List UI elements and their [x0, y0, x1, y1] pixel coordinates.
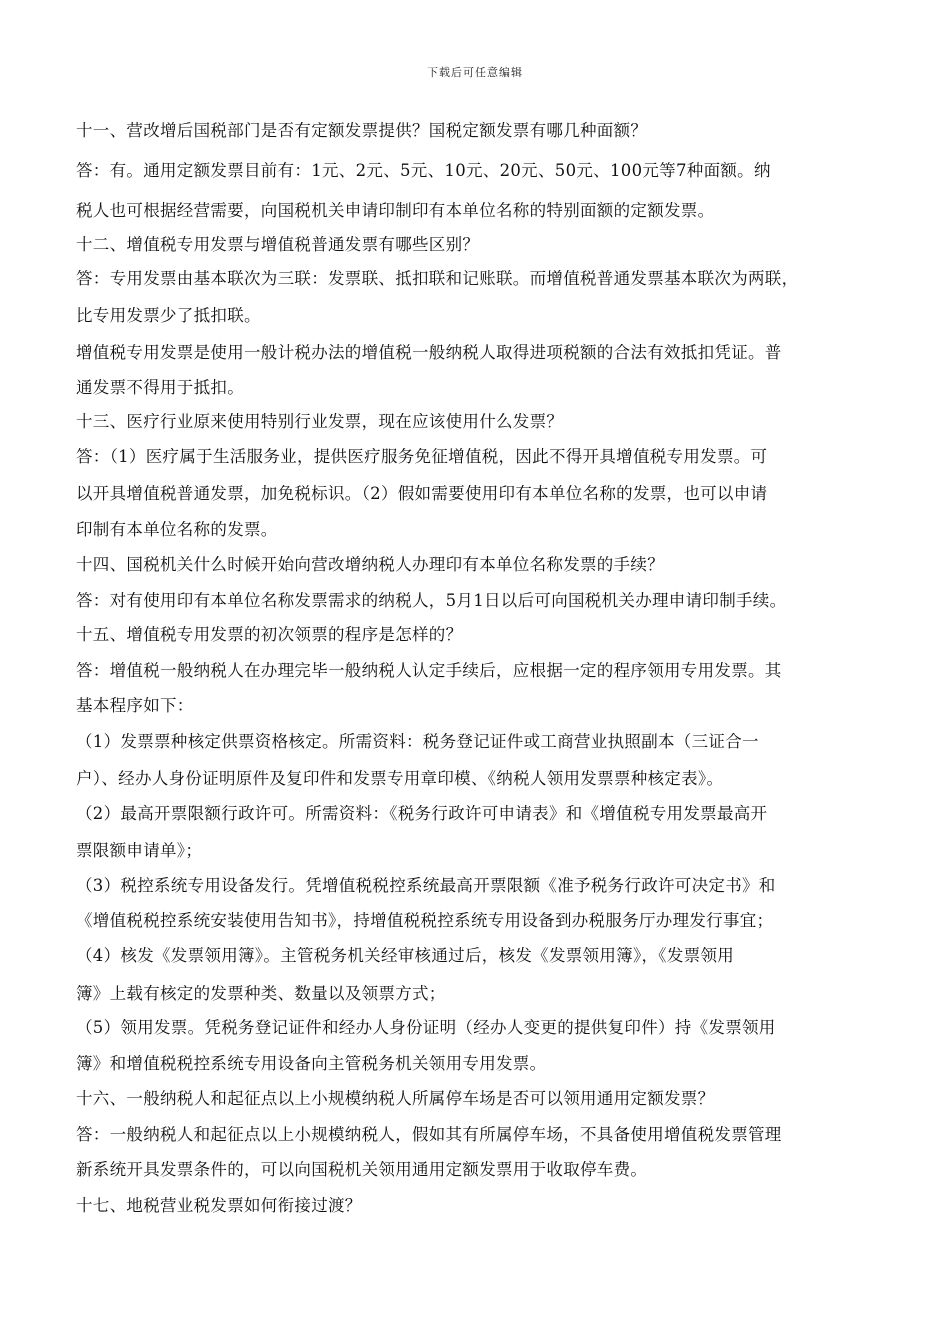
step-5-line-1: （5）领用发票。凭税务登记证件和经办人身份证明（经办人变更的提供复印件）持《发票领用	[76, 1018, 776, 1037]
answer-12-line-2: 比专用发票少了抵扣联。	[76, 306, 261, 325]
question-13: 十三、医疗行业原来使用特别行业发票，现在应该使用什么发票？	[76, 412, 564, 431]
answer-11-line-1: 答：有。通用定额发票目前有：1元、2元、5元、10元、20元、50元、100元等7种面额。纳	[76, 161, 771, 180]
question-14: 十四、国税机关什么时候开始向营改增纳税人办理印有本单位名称发票的手续？	[76, 555, 664, 574]
answer-13-line-2: 以开具增值税普通发票，加免税标识。（2）假如需要使用印有本单位名称的发票，也可以申请	[76, 484, 768, 503]
step-1-line-1: （1）发票票种核定供票资格核定。所需资料：税务登记证件或工商营业执照副本（三证合一	[76, 732, 759, 751]
answer-15-line-2: 基本程序如下：	[76, 696, 194, 715]
answer-13-line-1: 答：（1）医疗属于生活服务业，提供医疗服务免征增值税，因此不得开具增值税专用发票。可	[76, 447, 768, 466]
page-header: 下载后可任意编辑	[427, 66, 523, 79]
answer-12-line-1: 答：专用发票由基本联次为三联：发票联、抵扣联和记账联。而增值税普通发票基本联次为两联，	[76, 269, 799, 288]
step-4-line-2: 簿》上载有核定的发票种类、数量以及领票方式；	[76, 984, 446, 1003]
question-12: 十二、增值税专用发票与增值税普通发票有哪些区别？	[76, 235, 480, 254]
answer-16-line-1: 答：一般纳税人和起征点以上小规模纳税人，假如其有所属停车场，不具备使用增值税发票管理	[76, 1125, 782, 1144]
step-2-line-1: （2）最高开票限额行政许可。所需资料：《税务行政许可申请表》和《增值税专用发票最高开	[76, 804, 768, 823]
step-2-line-2: 票限额申请单》；	[76, 841, 203, 860]
paragraph-12-line-2: 通发票不得用于抵扣。	[76, 378, 244, 397]
answer-15-line-1: 答：增值税一般纳税人在办理完毕一般纳税人认定手续后，应根据一定的程序领用专用发票。其	[76, 661, 782, 680]
step-3-line-2: 《增值税税控系统安装使用告知书》，持增值税税控系统专用设备到办税服务厅办理发行事宜；	[76, 911, 774, 930]
step-1-line-2: 户）、经办人身份证明原件及复印件和发票专用章印模、《纳税人领用发票票种核定表》。	[76, 769, 724, 788]
paragraph-12-line-1: 增值税专用发票是使用一般计税办法的增值税一般纳税人取得进项税额的合法有效抵扣凭证。普	[76, 343, 782, 362]
answer-11-line-2: 税人也可根据经营需要，向国税机关申请印制印有本单位名称的特别面额的定额发票。	[76, 201, 715, 220]
question-17: 十七、地税营业税发票如何衔接过渡？	[76, 1196, 362, 1215]
answer-16-line-2: 新系统开具发票条件的，可以向国税机关领用通用定额发票用于收取停车费。	[76, 1160, 648, 1179]
step-3-line-1: （3）税控系统专用设备发行。凭增值税税控系统最高开票限额《准予税务行政许可决定书》和	[76, 876, 776, 895]
step-4-line-1: （4）核发《发票领用簿》。主管税务机关经审核通过后，核发《发票领用簿》，《发票领用	[76, 946, 735, 965]
question-16: 十六、一般纳税人和起征点以上小规模纳税人所属停车场是否可以领用通用定额发票？	[76, 1089, 715, 1108]
step-5-line-2: 簿》和增值税税控系统专用设备向主管税务机关领用专用发票。	[76, 1054, 547, 1073]
answer-14: 答：对有使用印有本单位名称发票需求的纳税人，5月1日以后可向国税机关办理申请印制手续。	[76, 591, 787, 610]
question-11: 十一、营改增后国税部门是否有定额发票提供？国税定额发票有哪几种面额？	[76, 121, 648, 140]
question-15: 十五、增值税专用发票的初次领票的程序是怎样的？	[76, 625, 463, 644]
answer-13-line-3: 印制有本单位名称的发票。	[76, 520, 278, 539]
